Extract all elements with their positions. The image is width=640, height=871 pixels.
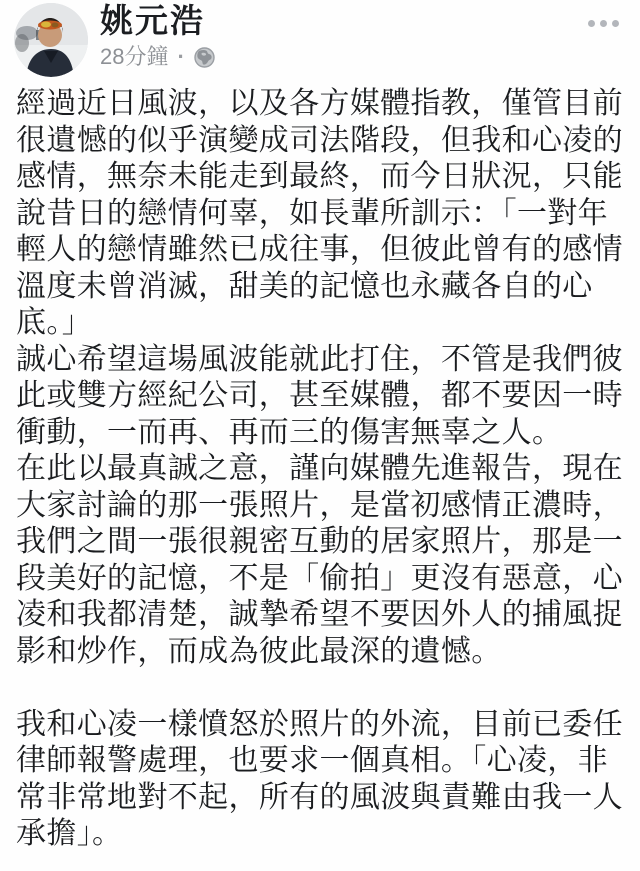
post-text-line: 感情，無奈未能走到最終，而今日狀況，只能	[16, 160, 623, 193]
ellipsis-dot	[600, 20, 607, 27]
header-info	[100, 4, 215, 69]
post-text-line: 常非常地對不起，所有的風波與責難由我一人	[16, 780, 623, 814]
post-text-line: 溫度未曾消滅，甜美的記憶也永藏各自的心	[16, 269, 593, 303]
post-meta[interactable]	[100, 45, 215, 69]
post-header	[0, 0, 640, 84]
post-text-line: 很遺憾的似乎演變成司法階段，但我和心凌的	[16, 123, 623, 157]
post-text-line: 段美好的記憶，不是「偷拍」更沒有惡意，心	[16, 561, 623, 595]
post-text-line: 我們之間一張很親密互動的居家照片，那是一	[16, 525, 623, 558]
post-text-line: 誠心希望這場風波能就此打住，不管是我們彼	[16, 342, 623, 376]
avatar[interactable]	[14, 3, 88, 77]
post-text-line: 此或雙方經紀公司，甚至媒體，都不要因一時	[16, 379, 623, 412]
author-name[interactable]: 姚元浩	[100, 2, 205, 39]
post-text-line: 衝動，一而再、再而三的傷害無辜之人。	[16, 415, 563, 449]
timestamp[interactable]: 28分鐘	[100, 44, 169, 69]
post-text-line: 律師報警處理，也要求一個真相。「心凌，非	[16, 744, 608, 777]
post-text-line: 底。」	[16, 306, 93, 339]
post-text-line: 說昔日的戀情何辜，如長輩所訓示：「一對年	[16, 196, 608, 230]
avatar-image	[14, 3, 88, 77]
post-text-line: 承擔」。	[16, 817, 123, 850]
post-text-line: 大家討論的那一張照片，是當初感情正濃時，	[16, 488, 623, 522]
post-text-line: 輕人的戀情雖然已成往事，但彼此曾有的感情	[16, 233, 623, 266]
ellipsis-menu-button[interactable]	[584, 16, 623, 31]
ellipsis-dot	[588, 20, 595, 27]
post-text-line: 凌和我都清楚，誠摯希望不要因外人的捕風捉	[16, 598, 623, 631]
ellipsis-dot	[612, 20, 619, 27]
post-text-line: 在此以最真誠之意，謹向媒體先進報告，現在	[16, 452, 623, 485]
post-text-line: 影和炒作，而成為彼此最深的遺憾。	[16, 634, 502, 668]
meta-separator: ·	[177, 44, 185, 69]
globe-icon	[194, 47, 215, 68]
post-text-line: 我和心凌一樣憤怒於照片的外流，目前已委任	[16, 707, 623, 741]
post-text	[0, 84, 640, 853]
post-text-line	[16, 670, 625, 707]
post-text-line: 經過近日風波，以及各方媒體指教，僅管目前	[16, 87, 623, 120]
